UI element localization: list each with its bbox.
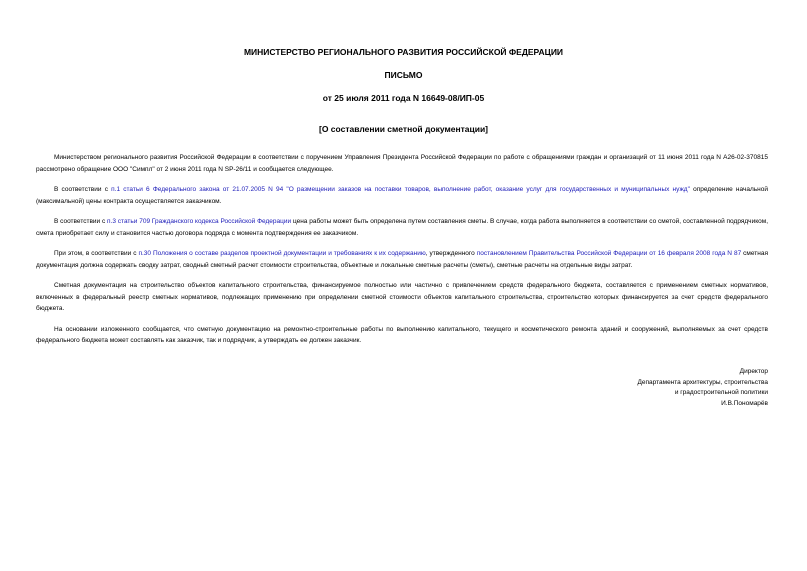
government-decree-87-link[interactable]: постановлением Правительства Российской Федерации от 16 февраля 2008 года N 87: [476, 250, 742, 257]
letter-body: [36, 152, 768, 356]
paragraph-3: [36, 216, 768, 239]
signature-title: Директор: [739, 368, 768, 375]
signature-department: Департамента архитектуры, строительства: [637, 378, 768, 386]
paragraph-2-text-b: определение начальной (максимальной) цены контракта осуществляется заказчиком.: [36, 186, 768, 205]
regulation-clause-30-link[interactable]: п.30 Положения о составе разделов проектной документации и требованиях к их содержанию: [138, 250, 426, 257]
paragraph-6: На основании изложенного сообщается, что сметную документацию на ремонтно-строительные работы по выполнению капитального, текущего и косметического ремонта зданий и сооружений, выполняемых за счет средств федерального бюджета может составлять как заказчик, так и подрядчик, а утверждать ее должен заказчик.: [36, 325, 768, 344]
paragraph-2-text-a: В соответствии с: [54, 186, 112, 193]
paragraph-5: Сметная документация на строительство объектов капитального строительства, финансируемое полностью или частично с привлечением средств федерального бюджета, составляется с применением сметных нормативов, включенных в федеральный реестр сметных нормативов, подлежащих применению при определении сметной стоимости объектов капитального строительства, строительство которых финансируется за счет средств федерального бюджета.: [36, 282, 768, 312]
signature-block: [637, 367, 768, 409]
date-number-heading: от 25 июля 2011 года N 16649-08/ИП-05: [322, 93, 485, 103]
paragraph-1: Министерством регионального развития Российской Федерации в соответствии с поручением Управления Президента Российской Федерации по работе с обращениями граждан и организаций от 11 июня 2011 года N А26-02-370815 рассмотрено обращение ООО "Симпл" от 2 июня 2011 года N SP-26/11 и сообщается следующее.: [36, 154, 768, 173]
paragraph-3-text-b: цена работы может быть определена путем составления сметы. В случае, когда работа выполняется в соответствии со сметой, составленной подрядчиком, смета приобретает силу и становится частью договора подряда с момента подтверждения ее заказчиком.: [36, 218, 769, 237]
paragraph-4-text-c: сметная документация должна содержать сводку затрат, сводный сметный расчет стоимости строительства, объектные и локальные сметные расчеты (сметы), сметные расчеты на отдельные виды затрат.: [36, 250, 768, 269]
ministry-heading: МИНИСТЕРСТВО РЕГИОНАЛЬНОГО РАЗВИТИЯ РОССИЙСКОЙ ФЕДЕРАЦИИ: [243, 47, 564, 57]
paragraph-4: [36, 248, 768, 271]
paragraph-4-text-a: При этом, в соответствии с: [54, 250, 139, 257]
signature-name: И.В.Пономарёв: [721, 399, 768, 407]
document-type-heading: ПИСЬМО: [384, 70, 423, 80]
paragraph-2: [36, 184, 768, 207]
paragraph-3-text-a: В соответствии с: [54, 218, 108, 225]
subject-heading: [О составлении сметной документации]: [318, 124, 488, 134]
signature-department-cont: и градостроительной политики: [674, 389, 768, 396]
civil-code-article-709-link[interactable]: п.3 статьи 709 Гражданского кодекса Российской Федерации: [107, 218, 292, 225]
federal-law-94-link[interactable]: п.1 статьи 6 Федерального закона от 21.07.2005 N 94 "О размещении заказов на поставки товаров, выполнение работ, оказание услуг для государственных и муниципальных нужд": [111, 186, 690, 193]
paragraph-4-text-b: , утвержденного: [425, 250, 477, 257]
